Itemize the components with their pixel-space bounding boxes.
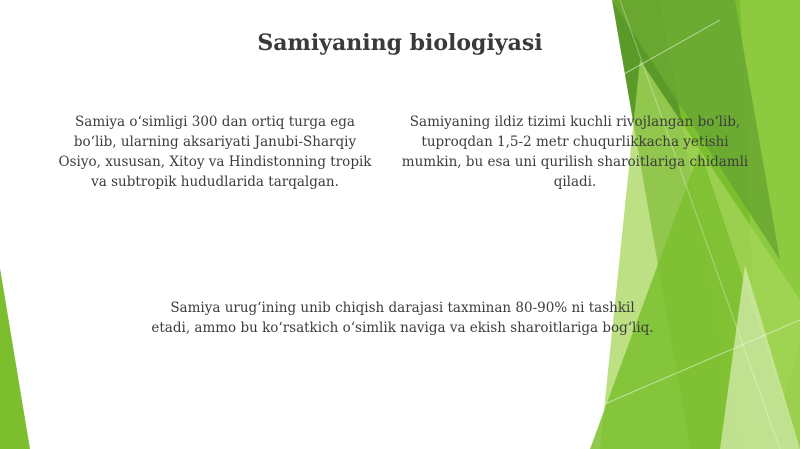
- paragraph-bottom: Samiya urugʻining unib chiqish darajasi taxminan 80-90% ni tashkil etadi, ammo bu koʻrsatkich oʻsimlik naviga va ekish sharoitlariga bogʻliq.: [151, 300, 654, 336]
- paragraph-left: Samiya oʻsimligi 300 dan ortiq turga ega boʻlib, ularning aksariyati Janubi-Sharqiy Osiyo, xususan, Xitoy va Hindistonning tropik va subtropik hududlarida tarqalgan.: [58, 114, 372, 190]
- slide-title: Samiyaning biologiyasi: [257, 30, 543, 56]
- paragraph-right: Samiyaning ildiz tizimi kuchli rivojlangan boʻlib, tuproqdan 1,5-2 metr chuqurlikkacha yetishi mumkin, bu esa uni qurilish sharoitlariga chidamli qiladi.: [401, 114, 749, 190]
- left-accent-shape: [0, 268, 30, 449]
